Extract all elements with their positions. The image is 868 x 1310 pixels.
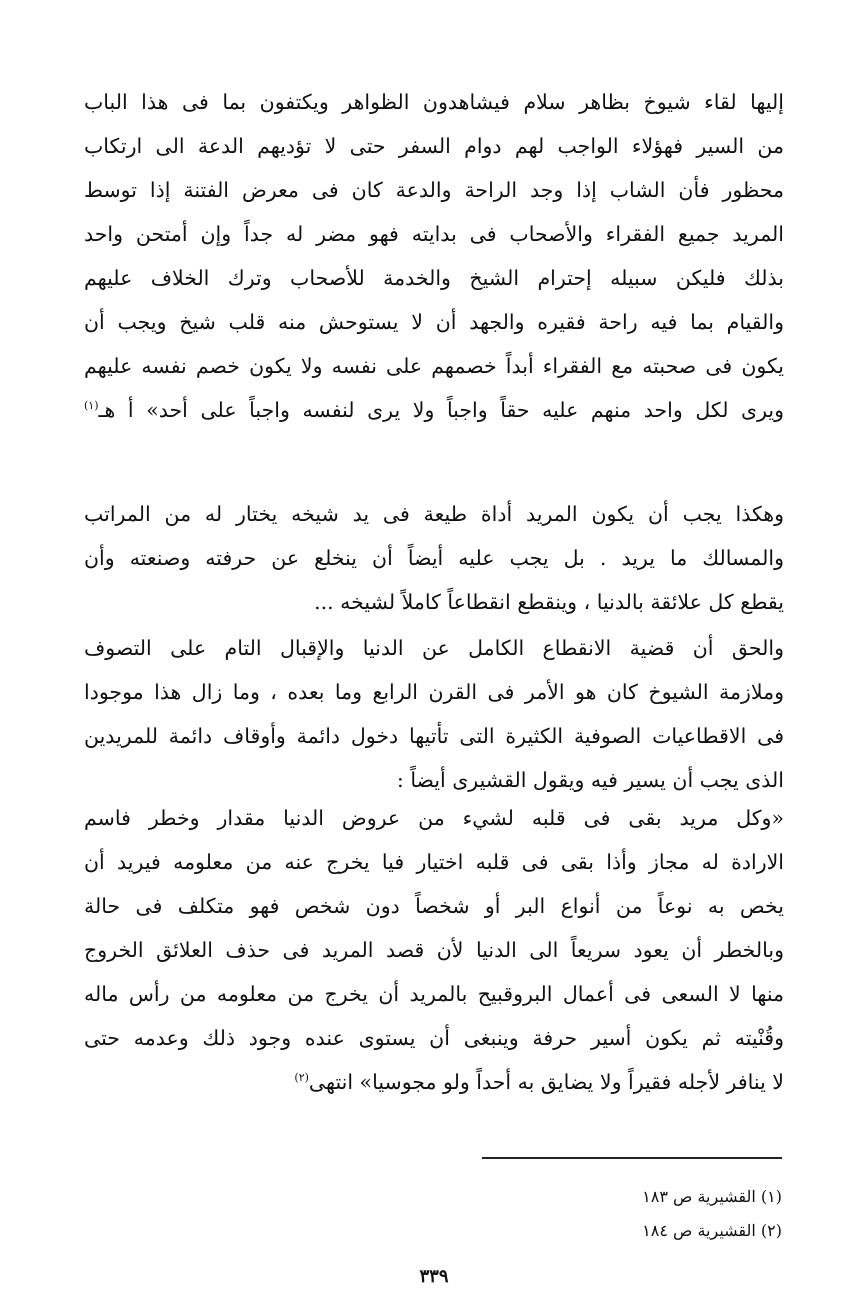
page-number: ٣٣٩ [419,1266,449,1287]
text-line-with-footnote [84,1060,784,1104]
text-line: منها لا السعى فى أعمال البروقبيح بالمريد أن يخرج من معلومه من رأس ماله [84,982,784,1006]
text-line: والحق أن قضية الانقطاع الكامل عن الدنيا والإقبال التام على التصوف [84,636,784,660]
text-line: وبالخطر أن يعود سريعاً الى الدنيا لأن قصد المريد فى حذف العلائق الخروج [84,938,784,962]
text-line: إليها لقاء شيوخ بظاهر سلام فيشاهدون الظواهر ويكتفون بما فى هذا الباب [84,90,784,114]
paragraph-1 [84,80,784,432]
text-line: يخص به نوعاً من أنواع البر أو شخصاً دون شخص فهو متكلف فى حالة [84,894,784,918]
text-line-content: لا ينافر لأجله فقيراً ولا يضايق به أحداً ولو مجوسيا» انتهى [308,1070,784,1094]
text-line: الذى يجب أن يسير فيه ويقول القشيرى أيضاً : [396,768,784,792]
text-line: «وكل مريد بقى فى قلبه لشيء من عروض الدنيا مقدار وخطر فاسم [84,806,784,830]
text-line: المريد جميع الفقراء والأصحاب فى بدايته فهو مضر له جداً وإن أمتحن واحد [84,222,784,246]
paragraph-2 [84,492,784,624]
footnote-1: (١) القشيرية ص ١٨٣ [642,1187,782,1206]
footnote-marker: (٢) [294,1071,309,1085]
text-line: بذلك فليكن سبيله إحترام الشيخ والخدمة للأصحاب وترك الخلاف عليهم [84,266,784,290]
text-line: من السير فهؤلاء الواجب لهم دوام السفر حتى لا تؤديهم الدعة الى ارتكاب [84,134,784,158]
footnotes [382,1180,782,1248]
text-line-with-footnote [84,388,784,432]
text-line: والمسالك ما يريد . بل يجب عليه أيضاً أن ينخلع عن حرفته وصنعته وأن [84,546,784,570]
paragraph-4-quote [84,796,784,1104]
text-line: محظور فأن الشاب إذا وجد الراحة والدعة كان فى معرض الفتنة إذا توسط [84,178,784,202]
text-line-content: ويرى لكل واحد منهم عليه حقاً واجباً ولا يرى لنفسه واجباً على أحد» أ هـ [98,398,784,422]
text-line: والقيام بما فيه راحة فقيره والجهد أن لا يستوحش منه قلب شيخ ويجب أن [84,310,784,334]
text-line: فى الاقطاعيات الصوفية الكثيرة التى تأتيها دخول دائمة وأوقاف دائمة للمريدين [84,724,784,748]
text-line: يكون فى صحبته مع الفقراء أبداً خصمهم على نفسه ولا يكون خصم نفسه عليهم [84,354,784,378]
text-line: وملازمة الشيوخ كان هو الأمر فى القرن الرابع وما بعده ، وما زال هذا موجودا [84,680,784,704]
footnote-divider [482,1157,782,1159]
paragraph-3 [84,626,784,802]
footnote-2: (٢) القشيرية ص ١٨٤ [642,1221,782,1240]
text-line: يقطع كل علائقة بالدنيا ، وينقطع انقطاعاً كاملاً لشيخه ... [314,590,784,614]
text-line: وقُنْيته ثم يكون أسير حرفة وينبغى أن يستوى عنده وجود ذلك وعدمه حتى [84,1026,784,1050]
text-line: وهكذا يجب أن يكون المريد أداة طيعة فى يد شيخه يختار له من المراتب [84,502,784,526]
footnote-marker: (١) [84,399,99,413]
text-line: الارادة له مجاز وأذا بقى فى قلبه اختيار فيا يخرج عنه من معلومه فيريد أن [84,850,784,874]
